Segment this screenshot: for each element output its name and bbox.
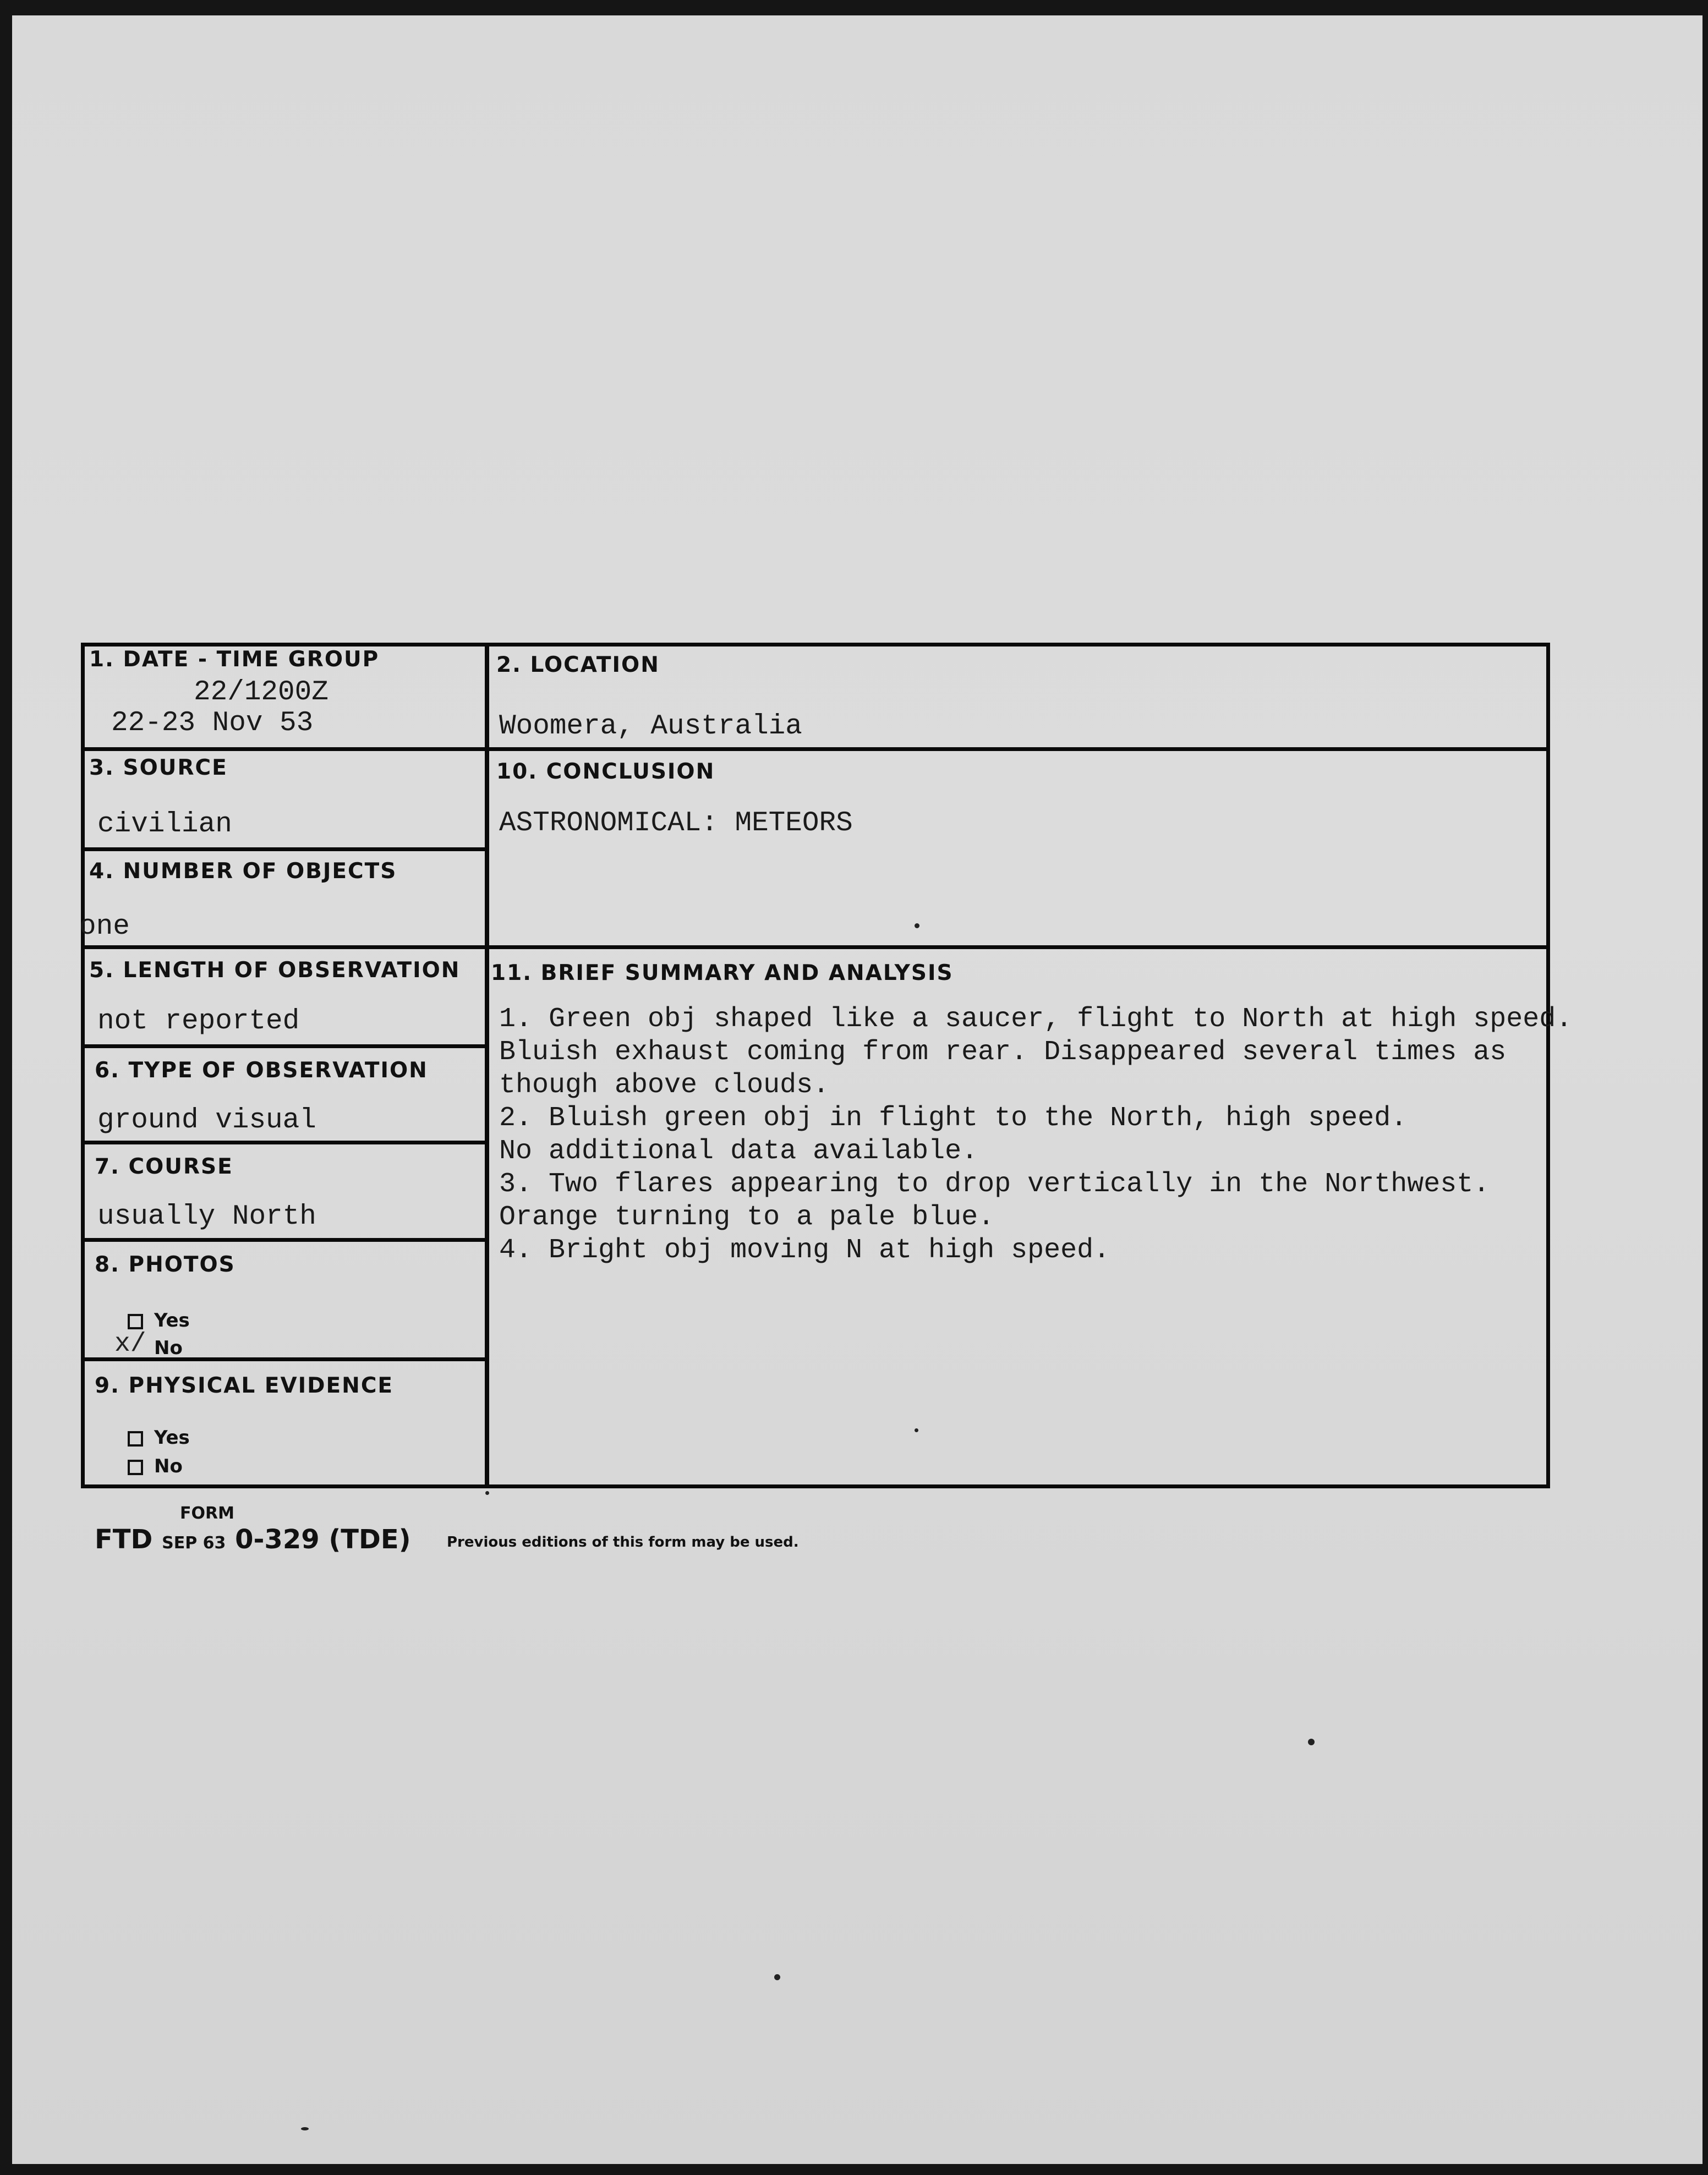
photos-no-label: No <box>154 1337 183 1359</box>
summary-line: Bluish exhaust coming from rear. Disappeared several times as <box>499 1037 1507 1068</box>
photos-yes-option <box>128 1310 190 1332</box>
date-time-group-value-1: 22/1200Z <box>194 677 329 708</box>
summary-line: 3. Two flares appearing to drop vertically in the Northwest. <box>499 1169 1490 1200</box>
form-caption: FORM <box>180 1504 234 1523</box>
checkbox-icon <box>128 1460 143 1475</box>
date-time-group-value-2: 22-23 Nov 53 <box>111 708 314 739</box>
row-divider <box>485 945 1547 949</box>
form-agency: FTD <box>95 1524 153 1555</box>
physical-evidence-no-label: No <box>154 1455 183 1477</box>
summary-line: No additional data available. <box>499 1136 978 1167</box>
scan-speck <box>774 1974 780 1980</box>
type-of-observation-value: ground visual <box>97 1105 316 1136</box>
location-value: Woomera, Australia <box>499 711 802 742</box>
row-divider <box>85 945 485 949</box>
column-divider <box>485 647 489 1484</box>
summary-line: 1. Green obj shaped like a saucer, flight to North at high speed. <box>499 1004 1573 1035</box>
photos-no-check-mark: x/ <box>114 1329 146 1359</box>
physical-evidence-yes-option <box>128 1427 190 1449</box>
physical-evidence-yes-label: Yes <box>154 1427 190 1449</box>
row-divider <box>485 747 1547 751</box>
checkbox-icon <box>128 1314 143 1329</box>
document-page <box>12 15 1702 2164</box>
source-label: 3. SOURCE <box>89 755 228 780</box>
summary-line: though above clouds. <box>499 1070 830 1101</box>
number-of-objects-label: 4. NUMBER OF OBJECTS <box>89 859 397 884</box>
form-edition-note: Previous editions of this form may be used. <box>447 1534 799 1551</box>
form-id: 0-329 (TDE) <box>235 1524 411 1555</box>
scan-speck <box>301 2127 309 2130</box>
physical-evidence-label: 9. PHYSICAL EVIDENCE <box>95 1373 394 1398</box>
length-of-observation-label: 5. LENGTH OF OBSERVATION <box>89 958 461 983</box>
row-divider <box>85 1141 485 1144</box>
conclusion-value: ASTRONOMICAL: METEORS <box>499 808 853 839</box>
form-number <box>95 1524 411 1555</box>
course-value: usually North <box>97 1201 316 1232</box>
date-time-group-label: 1. DATE - TIME GROUP <box>89 647 380 672</box>
row-divider <box>85 847 485 851</box>
conclusion-label: 10. CONCLUSION <box>496 759 715 784</box>
course-label: 7. COURSE <box>95 1154 233 1179</box>
row-divider <box>85 747 485 751</box>
type-of-observation-label: 6. TYPE OF OBSERVATION <box>95 1058 428 1083</box>
photos-label: 8. PHOTOS <box>95 1252 236 1277</box>
brief-summary-text <box>499 1003 1572 1267</box>
checkbox-icon <box>128 1431 143 1447</box>
source-value: civilian <box>97 809 232 840</box>
length-of-observation-value: not reported <box>97 1006 300 1037</box>
row-divider <box>85 1044 485 1048</box>
scan-speck <box>1308 1739 1315 1745</box>
summary-line: 4. Bright obj moving N at high speed. <box>499 1235 1110 1266</box>
photos-yes-label: Yes <box>154 1310 190 1332</box>
summary-line: Orange turning to a pale blue. <box>499 1202 995 1233</box>
number-of-objects-value: one <box>79 911 130 943</box>
brief-summary-label: 11. BRIEF SUMMARY AND ANALYSIS <box>491 961 954 985</box>
summary-line: 2. Bluish green obj in flight to the North, high speed. <box>499 1103 1408 1134</box>
row-divider <box>85 1238 485 1242</box>
form-date: SEP 63 <box>162 1533 226 1553</box>
physical-evidence-no-option <box>128 1455 183 1477</box>
location-label: 2. LOCATION <box>496 653 660 677</box>
scan-speck <box>485 1491 489 1495</box>
